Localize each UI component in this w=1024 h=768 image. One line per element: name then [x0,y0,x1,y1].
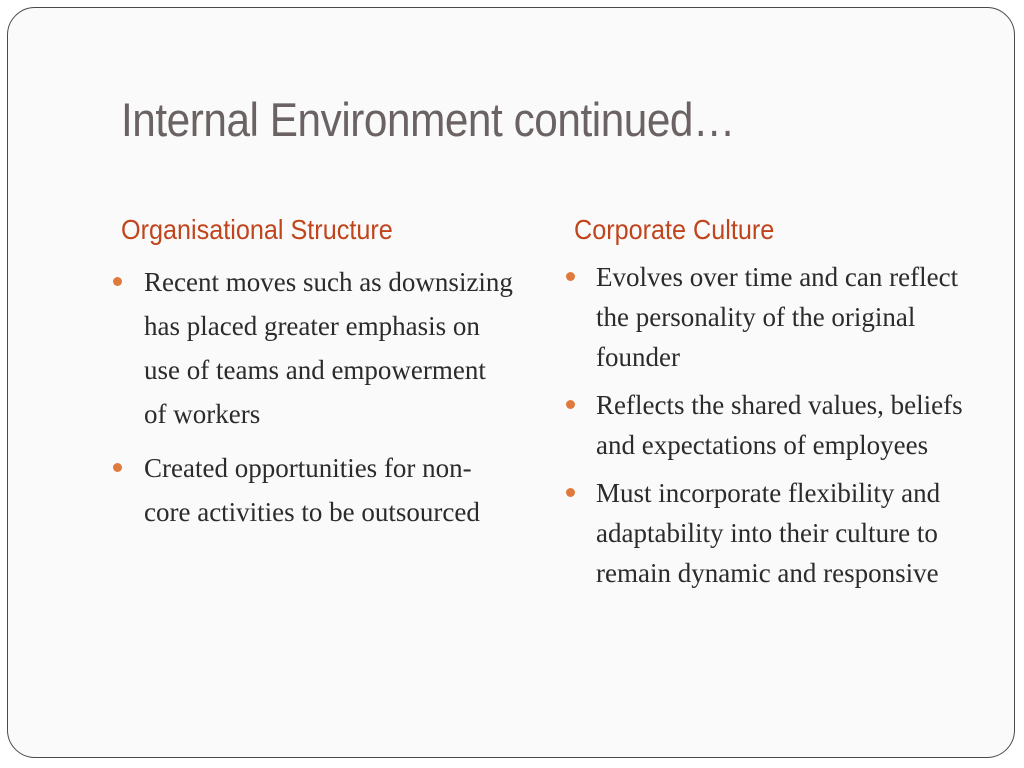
bullet-item [113,446,513,534]
right-column-heading: Corporate Culture [574,214,775,245]
bullet-dot-icon [566,272,575,281]
bullet-item [566,385,986,465]
bullet-dot-icon [566,400,575,409]
bullet-text: Must incorporate flexibility and adaptability into their culture to remain dynamic and responsive [596,478,941,588]
left-column-heading: Organisational Structure [121,214,393,245]
bullet-text: Created opportunities for non-core activities to be outsourced [144,453,480,527]
bullet-text: Recent moves such as downsizing has placed greater emphasis on use of teams and empowerment of workers [144,267,513,429]
bullet-item [566,473,986,593]
bullet-item [113,260,513,436]
slide-title: Internal Environment continued… [121,93,735,146]
left-bullet-list [113,260,513,544]
right-bullet-list [566,257,986,601]
bullet-text: Reflects the shared values, beliefs and expectations of employees [596,390,963,460]
bullet-dot-icon [113,463,122,472]
bullet-text: Evolves over time and can reflect the personality of the original founder [596,262,959,372]
bullet-dot-icon [113,277,122,286]
bullet-dot-icon [566,488,575,497]
bullet-item [566,257,986,377]
